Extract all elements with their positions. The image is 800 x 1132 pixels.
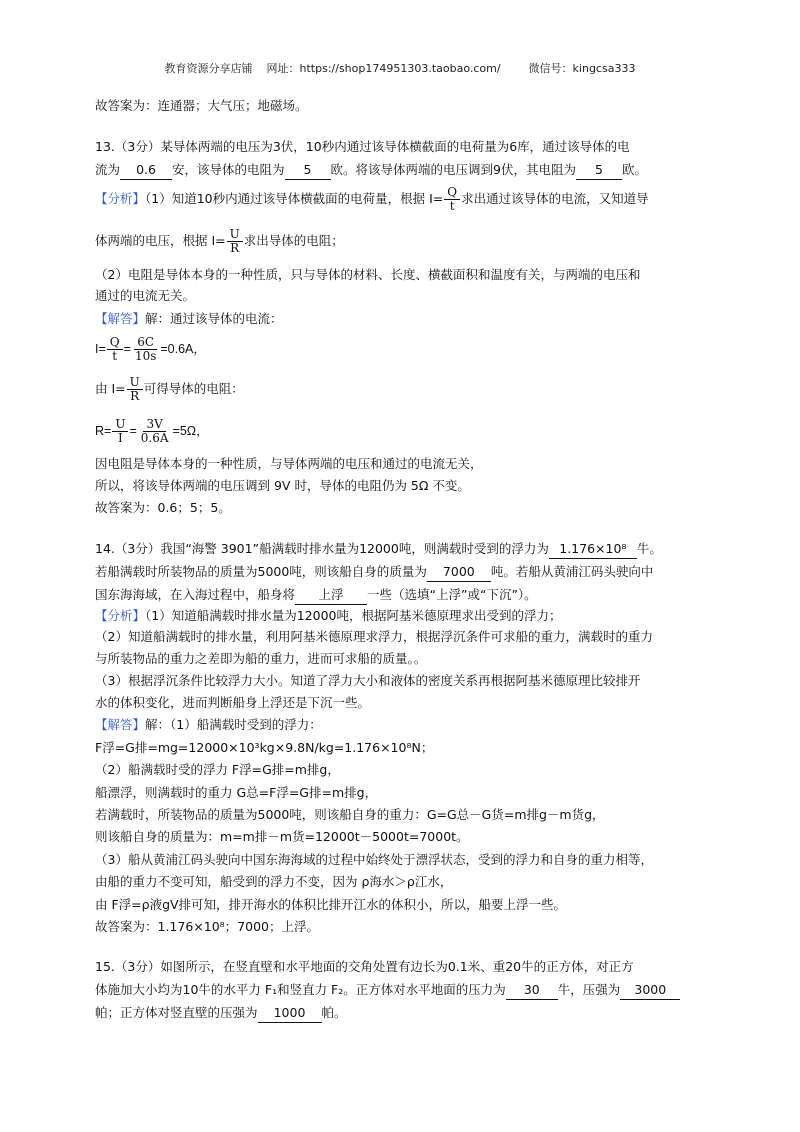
frac-denominator: t [449, 199, 455, 213]
q14-stem-line-1 [95, 540, 710, 559]
analysis-tag: 【分析】 [95, 191, 146, 206]
q13-text: 欧。 [622, 162, 648, 177]
q13-calc-resistance: R= $\frac{U}{I}$ = $\frac{3V}{0.6A}$ =5Ω， [95, 417, 209, 445]
q14-text: 吨。若船从黄浦江码头驶向中 [490, 564, 654, 579]
q14-analysis-line-5: 水的体积变化，进而判断船身上浮还是下沉一些。 [95, 695, 371, 710]
q14-solution-line-1 [95, 716, 710, 734]
q13-from-ohm [95, 376, 710, 403]
fraction-u-over-i [112, 418, 128, 445]
q14-analysis-line-1 [95, 607, 710, 625]
q14-solution-line-8: 由 F浮=ρ液gV排可知，排开海水的体积比排开江水的体积小，所以，船要上浮一些。 [95, 897, 567, 912]
q14-answer: 故答案为：1.176×10⁸；7000；上浮。 [95, 919, 319, 934]
q15-text: 牛，压强为 [557, 982, 621, 997]
q14-text: 国东海海域，在入海过程中，船身将 [95, 587, 296, 602]
q14-solution-line-3: 船漂浮，则满载时的重力 G总=F浮=G排=m排g， [95, 785, 378, 800]
q14-solution-line-6: （3）船从黄浦江码头驶向中国东海海域的过程中始终处于漂浮状态，受到的浮力和自身的重力相等， [95, 852, 653, 867]
fraction-q-over-t [444, 186, 460, 213]
q14-text: 14.（3分）我国“海警 3901”船满载时排水量为12000吨，则满载时受到的浮力为 [95, 541, 549, 556]
fraction-u-over-r [127, 376, 143, 403]
analysis-tag: 【分析】 [95, 608, 146, 623]
q14-blank-mass: 7000 [427, 563, 491, 582]
solution-tag: 【解答】 [95, 717, 146, 732]
q14-text: 牛。 [636, 541, 662, 556]
q15-stem-line-2 [95, 981, 710, 1000]
calc-suffix: =5Ω， [172, 424, 209, 438]
q13-analysis-text: 体两端的电压，根据 I= [95, 233, 226, 248]
q13-text: 流为 [95, 162, 121, 177]
fraction-6c-over-10s [132, 336, 159, 363]
q14-analysis-line-3: 与所装物品的重力之差即为船的重力，进而可求船的质量。。 [95, 651, 427, 666]
q13-reason-1: 因电阻是导体本身的一种性质，与导体两端的电压和通过的电流无关， [95, 456, 483, 471]
q14-analysis-line-2: （2）知道船满载时的排水量，利用阿基米德原理求浮力，根据浮沉条件可求船的重力，满载时的重力 [95, 629, 653, 644]
q14-blank-buoyancy: 1.176×10⁸ [549, 540, 637, 559]
q13-solution-text: 由 I= [95, 381, 126, 396]
q13-stem-line-1: 13.（3分）某导体两端的电压为3伏，10秒内通过该导体横截面的电荷量为6库，通过该导体的电 [95, 139, 630, 154]
q13-solution-text: 可得导体的电阻： [143, 381, 244, 396]
calc-prefix: R= [95, 424, 112, 438]
frac-denominator: I [118, 431, 123, 445]
q13-blank-resistance: 5 [285, 161, 331, 180]
page-header: 教育资源分享店铺 网址：https://shop174951303.taobao.com/ 微信号：kingcsa333 [164, 62, 636, 75]
q15-blank-force: 30 [506, 981, 558, 1000]
q15-text: 帕；正方体对竖直壁的压强为 [95, 1005, 258, 1020]
prev-answer: 故答案为：连通器；大气压；地磁场。 [95, 98, 308, 113]
q14-solution-line-4: 若满载时，所装物品的质量为5000吨，则该船自身的重力：G=G总－G货=m排g－m货g， [95, 807, 605, 822]
q13-analysis-text: 求出通过该导体的电流，又知道导 [461, 191, 649, 206]
q15-blank-pressure: 3000 [620, 981, 680, 1000]
q13-analysis-line-2 [95, 228, 710, 255]
fraction-u-over-r [227, 228, 243, 255]
frac-denominator: 0.6A [140, 431, 169, 445]
q14-solution-text: 解：（1）船满载时受到的浮力： [145, 717, 322, 732]
frac-numerator: Q [107, 336, 123, 350]
q14-analysis-text: （1）知道船满载时排水量为12000吨，根据阿基米德原理求出受到的浮力； [145, 608, 562, 623]
frac-denominator: t [112, 349, 118, 363]
q14-blank-direction: 上浮 [295, 586, 367, 605]
q13-analysis-text: （1）知道10秒内通过该导体横截面的电荷量，根据 I= [145, 191, 444, 206]
q13-calc-current: I= $\frac{Q}{t}$ = $\frac{6C}{10s}$ =0.6A， [95, 335, 206, 363]
q13-text: 欧。将该导体两端的电压调到9伏，其电阻为 [330, 162, 576, 177]
fraction-3v-over-06a [138, 418, 172, 445]
q13-reason-2: 所以，将该导体两端的电压调到 9V 时，导体的电阻仍为 5Ω 不变。 [95, 478, 470, 493]
q15-text: 体施加大小均为10牛的水平力 F₁和竖直力 F₂。正方体对水平地面的压力为 [95, 982, 506, 997]
q13-text: 安，该导体的电阻为 [172, 162, 285, 177]
calc-suffix: =0.6A， [160, 342, 206, 356]
q14-stem-line-2 [95, 563, 710, 582]
q13-analysis-line-3: （2）电阻是导体本身的一种性质，只与导体的材料、长度、横截面积和温度有关，与两端的电压和 [95, 267, 641, 282]
q13-solution-line-1 [95, 310, 710, 328]
frac-numerator: 3V [143, 418, 165, 432]
q15-stem-line-3 [95, 1004, 710, 1023]
q15-stem-line-1: 15.（3分）如图所示，在竖直壁和水平地面的交角处置有边长为0.1米、重20牛的正方体，对正方 [95, 959, 634, 974]
solution-tag: 【解答】 [95, 311, 146, 326]
q13-blank-resistance-2: 5 [576, 161, 622, 180]
frac-numerator: 6C [134, 336, 157, 350]
q15-blank-wall-pressure: 1000 [258, 1004, 322, 1023]
frac-numerator: Q [444, 186, 460, 200]
frac-denominator: 10s [134, 349, 157, 363]
frac-numerator: U [112, 418, 128, 432]
q14-analysis-line-4: （3）根据浮沉条件比较浮力大小。知道了浮力大小和液体的密度关系再根据阿基米德原理比较排开 [95, 673, 641, 688]
frac-denominator: R [230, 241, 240, 255]
q14-solution-line-5: 则该船自身的质量为：m=m排－m货=12000t－5000t=7000t。 [95, 829, 469, 844]
calc-prefix: I= [95, 342, 106, 356]
q13-analysis-line-4: 通过的电流无关。 [95, 288, 196, 303]
q13-analysis-text: 求出导体的电阻； [243, 233, 344, 248]
q13-blank-current: 0.6 [120, 161, 172, 180]
q14-stem-line-3 [95, 586, 710, 605]
q14-text: 若船满载时所装物品的质量为5000吨，则该船自身的质量为 [95, 564, 427, 579]
q13-stem-line-2 [95, 161, 710, 180]
q14-calc-buoyancy: F浮=G排=mg=12000×10³kg×9.8N/kg=1.176×10⁸N； [95, 740, 434, 755]
frac-denominator: R [130, 389, 140, 403]
q14-text: 一些（选填“上浮”或“下沉”）。 [367, 587, 537, 602]
q13-answer: 故答案为：0.6；5；5。 [95, 500, 231, 515]
fraction-q-over-t [107, 336, 123, 363]
q13-solution-text: 解：通过该导体的电流： [145, 311, 283, 326]
q14-solution-line-7: 由船的重力不变可知，船受到的浮力不变，因为 ρ海水＞ρ江水， [95, 874, 453, 889]
q14-solution-line-2: （2）船满载时受的浮力 F浮=G排=m排g， [95, 762, 340, 777]
q13-analysis-line-1 [95, 186, 710, 213]
frac-numerator: U [227, 228, 243, 242]
frac-numerator: U [127, 376, 143, 390]
q15-text: 帕。 [321, 1005, 347, 1020]
